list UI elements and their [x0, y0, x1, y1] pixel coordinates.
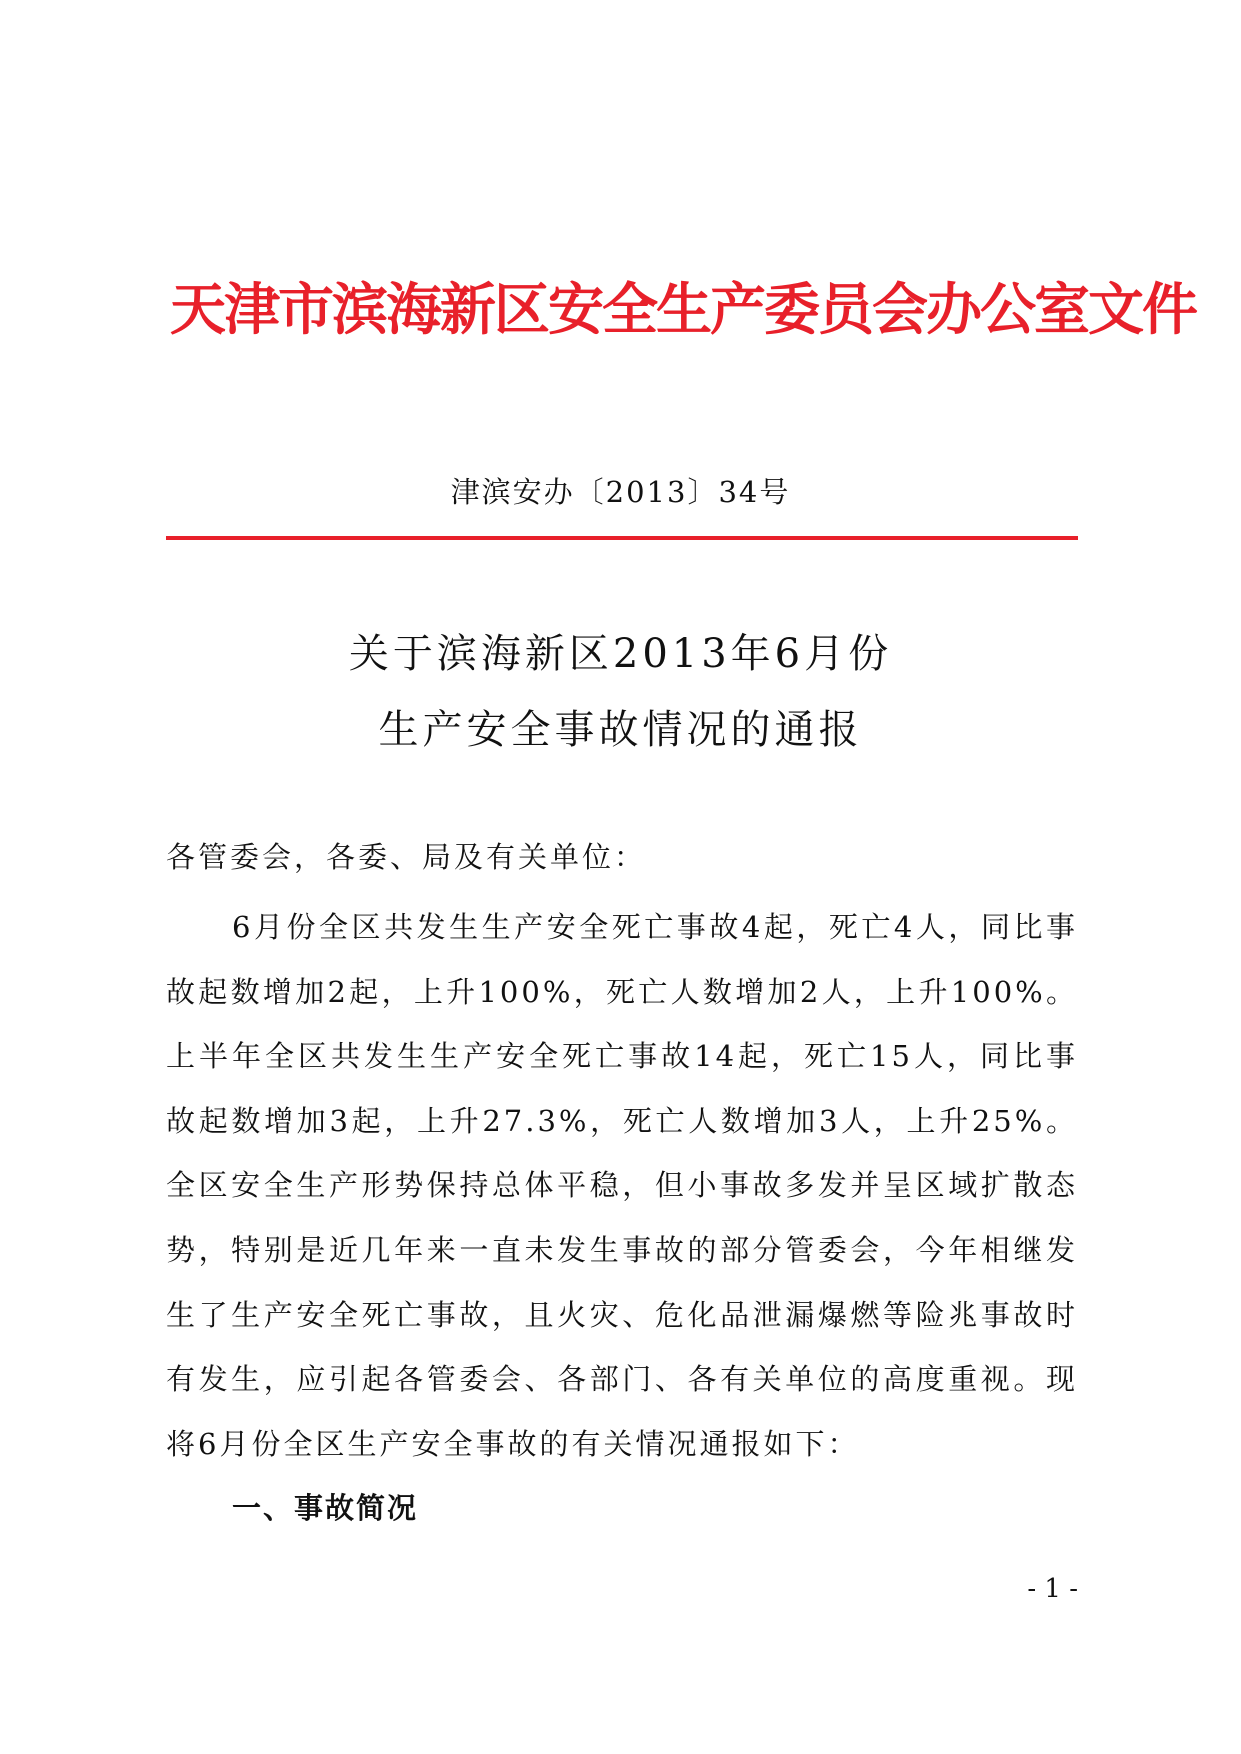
- body-paragraph: 6月份全区共发生生产安全死亡事故4起，死亡4人，同比事故起数增加2起，上升100%，死亡人数增加2人，上升100%。上半年全区共发生生产安全死亡事故14起，死亡15人，同比事故起数增加3起，上升27.3%，死亡人数增加3人，上升25%。全区安全生产形势保持总体平稳，但小事故多发并呈区域扩散态势，特别是近几年来一直未发生事故的部分管委会，今年相继发生了生产安全死亡事故，且火灾、危化品泄漏爆燃等险兆事故时有发生，应引起各管委会、各部门、各有关单位的高度重视。现将6月份全区生产安全事故的有关情况通报如下：: [166, 910, 1078, 1461]
- salutation: 各管委会，各委、局及有关单位：: [166, 840, 647, 874]
- page-number: - 1 -: [1027, 1574, 1078, 1604]
- document-title-line-2: 生产安全事故情况的通报: [378, 707, 863, 753]
- document-title-line-1: 关于滨海新区2013年6月份: [348, 631, 893, 677]
- agency-title: 天津市滨海新区安全生产委员会办公室文件: [170, 277, 1196, 343]
- section-heading: 一、事故简况: [232, 1491, 419, 1525]
- document-number: 津滨安办〔2013〕34号: [450, 475, 791, 509]
- red-divider-line: [166, 536, 1078, 540]
